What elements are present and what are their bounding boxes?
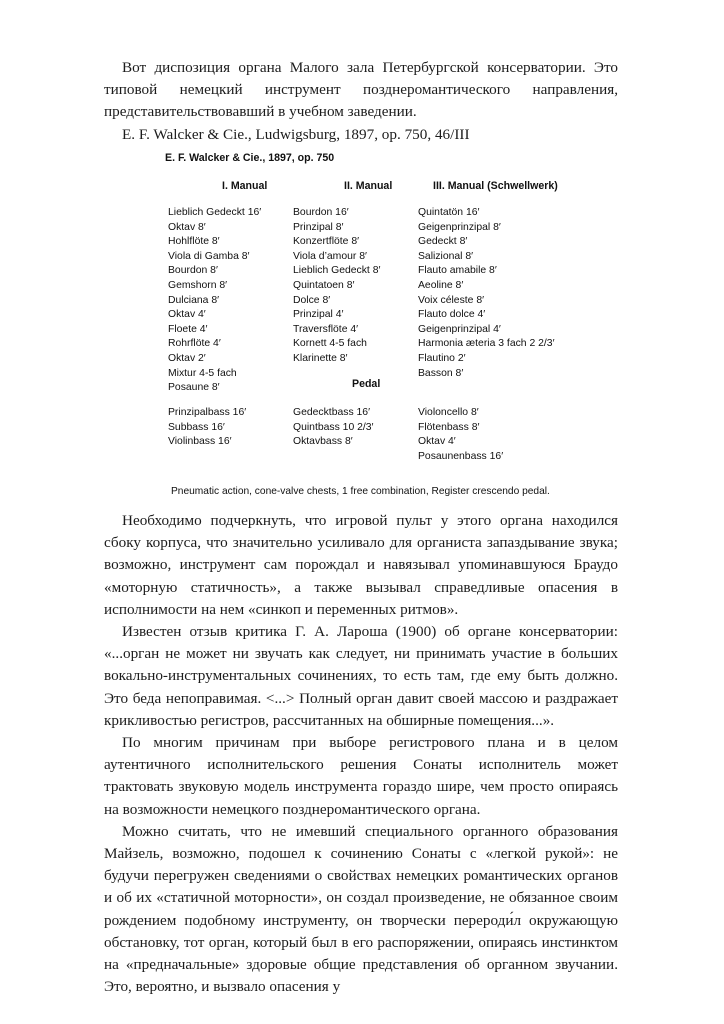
organ-stop: Konzertflöte 8′ [293, 236, 360, 248]
organ-stop: Basson 8′ [418, 367, 464, 379]
organ-stop: Prinzipal 4′ [293, 309, 344, 321]
organ-stop: Bourdon 16′ [293, 207, 349, 218]
organ-stop: Oktav 4′ [418, 436, 456, 448]
body-paragraph: Необходимо подчеркнуть, что игровой пульт у этого органа находился сбоку корпуса, что значительно усиливало для органиста запаздывание звука; возможно, инструмент сам порождал и навязывал упоминавшуюся Браудо «моторную статичность», а также вызывал справедливые опасения в исполнимости на нем «синкоп и переменных ритмов». [104, 512, 618, 618]
organ-stop: Posaunenbass 16′ [418, 450, 504, 462]
organ-stop: Gedecktbass 16′ [293, 407, 371, 418]
body-paragraph: По многим причинам при выборе регистрового плана и в целом аутентичного исполнительского решения Сонаты исполнитель может трактовать звуковую модель инструмента гораздо шире, чем просто опираясь на возможности немецкого позднеромантического органа. [104, 734, 618, 818]
organ-stop: Dulciana 8′ [168, 294, 220, 306]
organ-stop: Quintbass 10 2/3′ [293, 421, 374, 433]
organ-stop: Oktavbass 8′ [293, 436, 353, 448]
body-section [104, 510, 618, 998]
organ-stop: Lieblich Gedeckt 8′ [293, 265, 381, 277]
organ-stop: Voix céleste 8′ [418, 294, 485, 306]
organ-stop: Bourdon 8′ [168, 265, 218, 277]
organ-stop: Gedeckt 8′ [418, 236, 468, 248]
organ-stop: Harmonia æteria 3 fach 2 2/3′ [418, 338, 555, 350]
manual-3-heading: III. Manual (Schwellwerk) [433, 180, 558, 192]
organ-stop: Geigenprinzipal 8′ [418, 221, 501, 233]
specification-note: Pneumatic action, cone-valve chests, 1 free combination, Register crescendo pedal. [171, 486, 550, 497]
organ-stop: Subbass 16′ [168, 421, 225, 433]
pedal-stop-list-2 [293, 406, 374, 450]
manual-2-stop-list [293, 206, 380, 367]
organ-stop: Dolce 8′ [293, 294, 331, 306]
body-paragraph: Известен отзыв критика Г. А. Лароша (1900) об органе консерватории: «...орган не может ни звучать как следует, ни принимать участие в больших вокально-инструментальных сочинениях, то есть там, где ему быть должно. Это беда непоправимая. <...> Полный орган давит своей массою и раздражает крикливостью регистров, рассчитанных на обширные помещения...». [104, 623, 618, 729]
organ-stop: Mixtur 4-5 fach [168, 367, 237, 379]
organ-stop: Hohlflöte 8′ [168, 236, 220, 248]
organ-stop: Posaune 8′ [168, 382, 220, 394]
organ-stop: Quintatoen 8′ [293, 279, 355, 291]
organ-stop: Viola di Gamba 8′ [168, 250, 250, 262]
organ-citation: E. F. Walcker & Cie., Ludwigsburg, 1897, op. 750, 46/III [122, 125, 470, 143]
manual-1-heading: I. Manual [222, 180, 268, 192]
manual-2-heading: II. Manual [344, 180, 393, 192]
organ-stop: Flauto amabile 8′ [418, 265, 497, 277]
organ-stop: Kornett 4-5 fach [293, 338, 367, 350]
organ-stop: Rohrflöte 4′ [168, 338, 221, 350]
organ-stop: Lieblich Gedeckt 16′ [168, 207, 262, 218]
intro-paragraph: Вот диспозиция органа Малого зала Петербургской консерватории. Это типовой немецкий инструмент позднеромантического направления, представительствовавший в учебном заведении. [104, 59, 618, 121]
pedal-stop-list-3 [418, 406, 503, 464]
organ-stop: Floete 4′ [168, 323, 208, 335]
organ-stop: Quintatön 16′ [418, 207, 480, 218]
organ-stop: Traversflöte 4′ [293, 323, 359, 335]
pedal-heading: Pedal [352, 378, 381, 390]
organ-stop: Geigenprinzipal 4′ [418, 323, 501, 335]
manual-1-stop-list [168, 206, 261, 396]
organ-stop: Prinzipal 8′ [293, 221, 344, 233]
organ-stop: Violinbass 16′ [168, 436, 232, 448]
organ-stop: Prinzipalbass 16′ [168, 407, 247, 418]
organ-stop: Flauto dolce 4′ [418, 309, 486, 321]
organ-stop: Salizional 8′ [418, 250, 474, 262]
body-paragraph: Можно считать, что не имевший специального органного образования Майзель, возможно, подошел к сочинению Сонаты с «легкой рукой»: не будучи перегружен сведениями о свойствах немецких романтических органов и об их «статичной моторности», он создал произведение, не обязанное своим рождением подобному инструменту, он творчески перероди́л окружающую обстановку, тот орган, который был в его распоряжении, опираясь инстинктом на «предначальные» здоровые общие представления об органном звучании. Это, вероятно, и вызвало опасения у [104, 822, 618, 996]
intro-section [104, 57, 618, 146]
organ-stop: Violoncello 8′ [418, 407, 479, 418]
organ-stop: Oktav 2′ [168, 352, 206, 364]
organ-stop: Oktav 4′ [168, 309, 206, 321]
organ-stop: Viola d’amour 8′ [293, 250, 367, 262]
organ-stop: Gemshorn 8′ [168, 279, 228, 291]
organ-stop: Aeoline 8′ [418, 279, 464, 291]
organ-stop: Flautino 2′ [418, 352, 466, 364]
organ-stop: Flötenbass 8′ [418, 421, 480, 433]
specification-title: E. F. Walcker & Cie., 1897, op. 750 [165, 152, 335, 164]
organ-stop: Klarinette 8′ [293, 352, 348, 364]
organ-stop: Oktav 8′ [168, 221, 206, 233]
manual-3-stop-list [418, 206, 555, 381]
pedal-stop-list-1 [168, 406, 246, 450]
